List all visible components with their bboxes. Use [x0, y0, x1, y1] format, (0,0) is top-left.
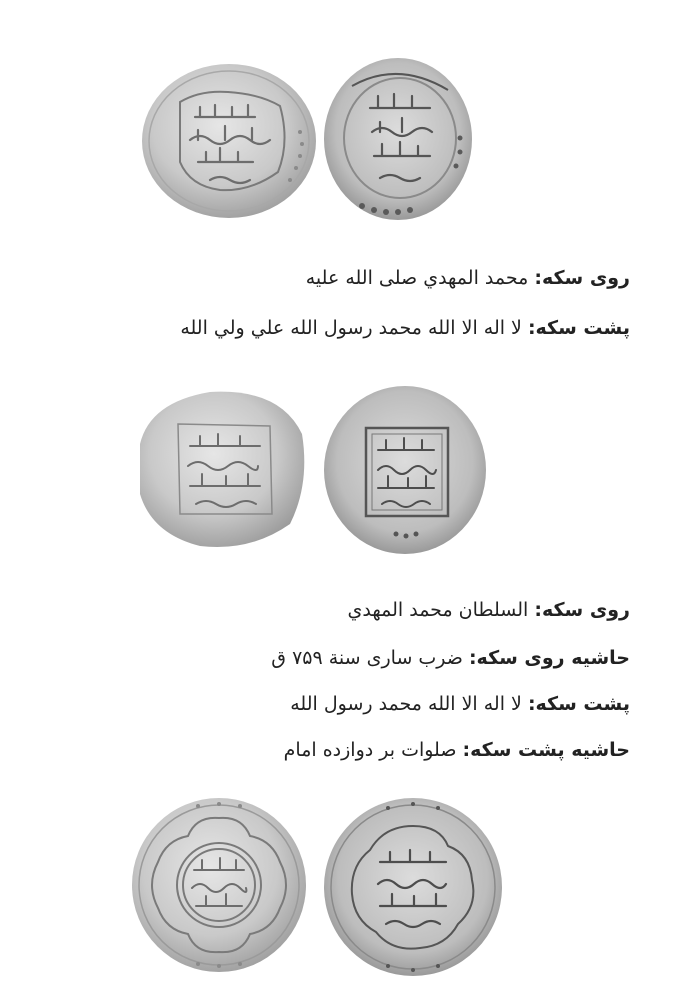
caption-text: صلوات بر دوازده امام	[283, 739, 457, 761]
caption-text: ضرب ساری سنة ۷۵۹ ق	[271, 647, 463, 669]
coin-2-obverse-image	[130, 384, 312, 554]
caption-label: روی سکه:	[534, 267, 630, 289]
caption-set1-obverse	[306, 266, 630, 290]
coin-3-obverse-image	[130, 796, 308, 974]
caption-label: پشت سکه:	[527, 317, 630, 339]
caption-label: روی سکه:	[534, 599, 630, 621]
coin-3-reverse-image	[322, 796, 504, 978]
caption-label: پشت سکه:	[527, 693, 630, 715]
coin-1-obverse-image	[140, 62, 318, 220]
caption-text: محمد المهدي صلى الله عليه	[305, 267, 529, 289]
caption-set2-obverse-margin	[271, 646, 630, 670]
coin-2-reverse-image	[322, 384, 488, 556]
caption-set2-reverse-margin	[284, 738, 630, 762]
caption-text: لا اله الا الله محمد رسول الله	[290, 693, 522, 715]
caption-label: حاشیه روی سکه:	[468, 647, 630, 669]
caption-set1-reverse	[180, 316, 630, 340]
caption-text: لا اله الا الله محمد رسول الله علي ولي الله	[180, 317, 522, 339]
caption-label: حاشیه پشت سکه:	[462, 739, 630, 761]
coin-1-reverse-image	[322, 56, 474, 222]
caption-set2-obverse	[348, 598, 630, 622]
caption-text: السلطان محمد المهدي	[347, 599, 529, 621]
caption-set2-reverse	[290, 692, 630, 716]
